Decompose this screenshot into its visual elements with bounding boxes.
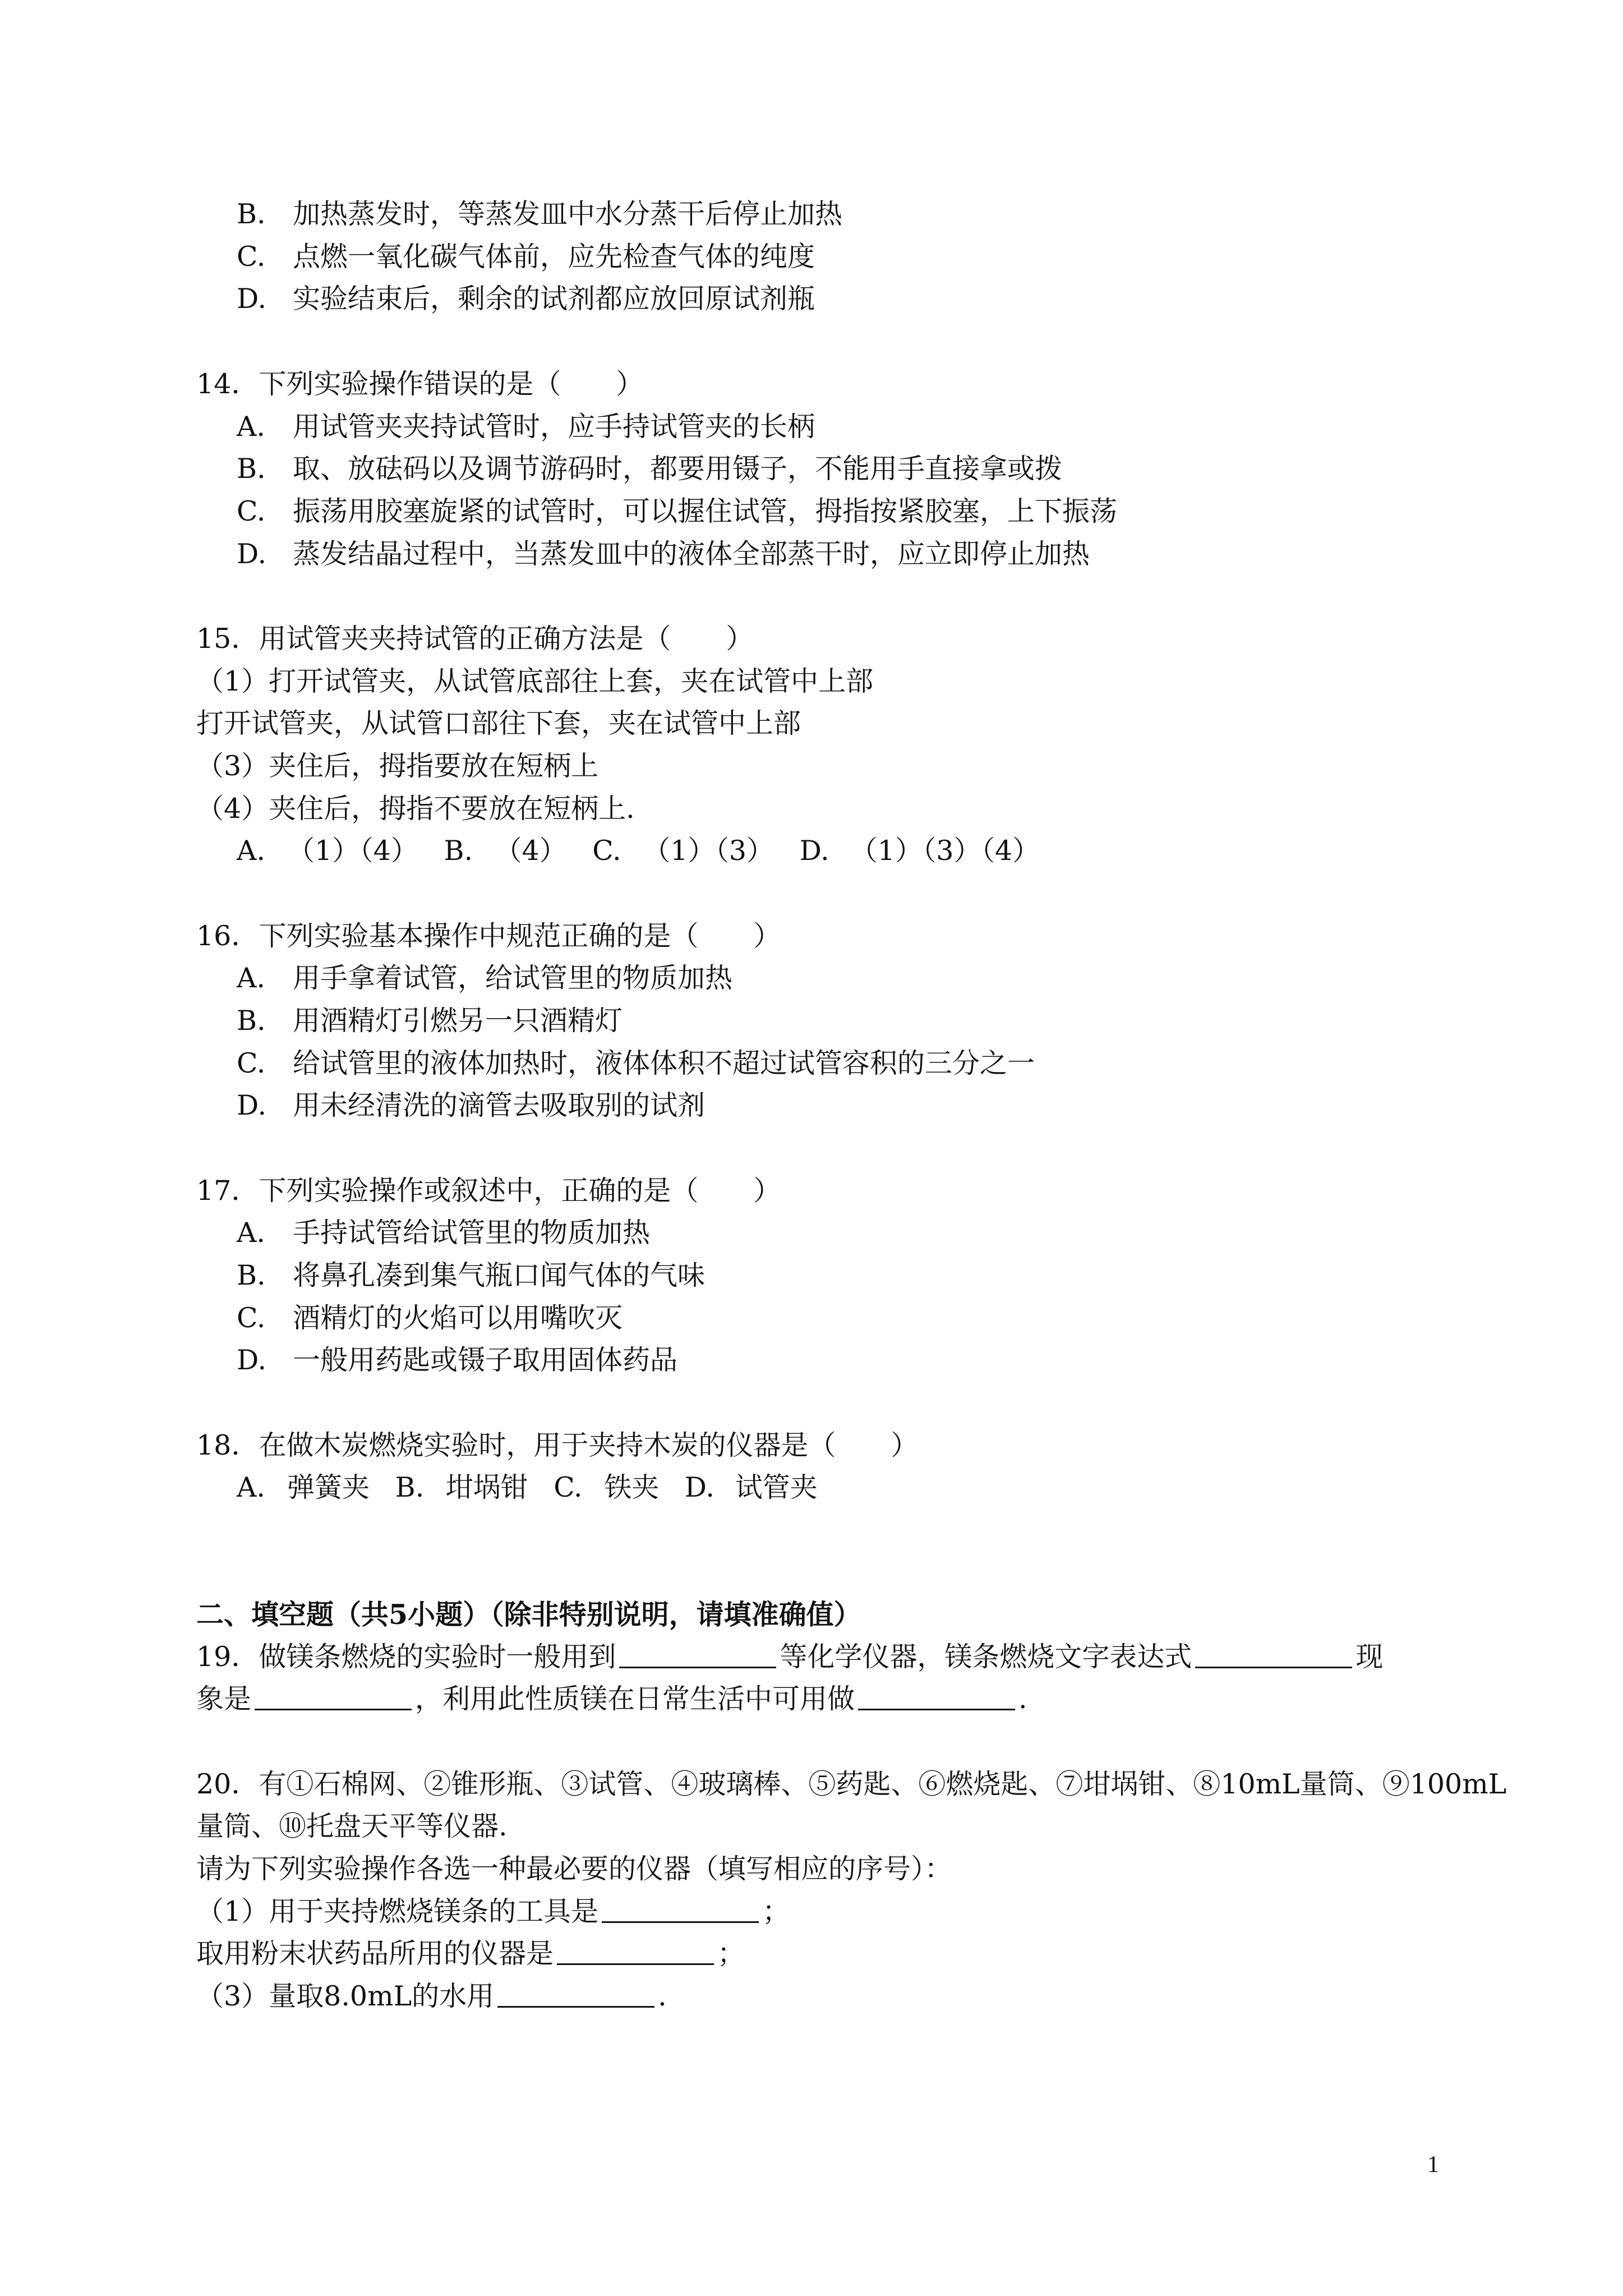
q20-sub-1: （1）用于夹持燃烧镁条的工具是 ； xyxy=(196,1895,790,1927)
q15-stem: 15．用试管夹夹持试管的正确方法是（ ） xyxy=(196,623,754,655)
q18-options-row xyxy=(237,1471,834,1504)
q16-option-c: C. 给试管里的液体加热时，液体体积不超过试管容积的三分之一 xyxy=(237,1047,1035,1079)
q13-option-d: D. 实验结束后，剩余的试剂都应放回原试剂瓶 xyxy=(237,283,815,315)
q15-option-b: B. （4） xyxy=(444,835,567,867)
q18-option-d: D. 试管夹 xyxy=(684,1471,818,1503)
q16-option-a: A. 用手拿着试管，给试管里的物质加热 xyxy=(237,962,733,994)
q19-blank-3[interactable] xyxy=(255,1684,412,1710)
q16-option-d: D. 用未经清洗的滴管去吸取别的试剂 xyxy=(237,1089,706,1121)
q20-line-3: 请为下列实验操作各选一种最必要的仪器（填写相应的序号）： xyxy=(196,1853,952,1885)
q20-sub-3: （3）量取8.0mL的水用 . xyxy=(196,1980,667,2012)
q18-option-a: A. 弹簧夹 xyxy=(237,1471,370,1503)
q16-option-b: B. 用酒精灯引燃另一只酒精灯 xyxy=(237,1005,623,1037)
q19-blank-4[interactable] xyxy=(858,1684,1015,1710)
q15-option-a: A. （1）（4） xyxy=(237,835,418,867)
q14-option-b: B. 取、放砝码以及调节游码时，都要用镊子，不能用手直接拿或拨 xyxy=(237,453,1063,485)
q15-option-c: C. （1）（3） xyxy=(592,835,774,867)
q19-blank-2[interactable] xyxy=(1195,1642,1352,1668)
q14-option-c: C. 振荡用胶塞旋紧的试管时，可以握住试管，拇指按紧胶塞，上下振荡 xyxy=(237,495,1118,527)
q15-statement-2: 打开试管夹，从试管口部往下套，夹在试管中上部 xyxy=(196,707,801,739)
q14-stem: 14．下列实验操作错误的是（ ） xyxy=(196,368,644,400)
q20-line-1: 20．有①石棉网、②锥形瓶、③试管、④玻璃棒、⑤药匙、⑥燃烧匙、⑦坩埚钳、⑧10mL量筒、⑨100mL xyxy=(196,1768,1507,1800)
section-heading: 二、填空题（共5小题）（除非特别说明，请填准确值） xyxy=(196,1598,861,1631)
q14-option-d: D. 蒸发结晶过程中，当蒸发皿中的液体全部蒸干时，应立即停止加热 xyxy=(237,538,1090,570)
q17-option-b: B. 将鼻孔凑到集气瓶口闻气体的气味 xyxy=(237,1259,706,1291)
q18-stem: 18．在做木炭燃烧实验时，用于夹持木炭的仪器是（ ） xyxy=(196,1429,919,1461)
q20-sub-2: 取用粉末状药品所用的仪器是 ； xyxy=(196,1938,745,1970)
q13-option-b: B. 加热蒸发时，等蒸发皿中水分蒸干后停止加热 xyxy=(237,198,843,230)
q19-blank-1[interactable] xyxy=(619,1642,776,1668)
q20-blank-1[interactable] xyxy=(602,1897,759,1923)
q20-blank-3[interactable] xyxy=(497,1981,654,2008)
q18-option-b: B. 坩埚钳 xyxy=(395,1471,528,1503)
q15-option-d: D. （1）（3）（4） xyxy=(799,835,1040,867)
q16-stem: 16．下列实验基本操作中规范正确的是（ ） xyxy=(196,920,781,952)
q17-stem: 17．下列实验操作或叙述中，正确的是（ ） xyxy=(196,1175,781,1207)
q18-option-c: C. 铁夹 xyxy=(554,1471,660,1503)
q15-statement-3: （3）夹住后，拇指要放在短柄上 xyxy=(196,750,599,782)
q20-blank-2[interactable] xyxy=(557,1939,714,1965)
q17-option-d: D. 一般用药匙或镊子取用固体药品 xyxy=(237,1344,678,1376)
q15-statement-1: （1）打开试管夹，从试管底部往上套，夹在试管中上部 xyxy=(196,665,874,697)
q14-option-a: A. 用试管夹夹持试管时，应手持试管夹的长柄 xyxy=(237,411,815,443)
q15-options-row xyxy=(237,834,1057,868)
q13-option-c: C. 点燃一氧化碳气体前，应先检查气体的纯度 xyxy=(237,241,815,273)
q17-option-a: A. 手持试管给试管里的物质加热 xyxy=(237,1217,651,1249)
q19-line-2: 象是 ，利用此性质镁在日常生活中可用做 . xyxy=(196,1683,1027,1715)
q15-statement-4: （4）夹住后，拇指不要放在短柄上. xyxy=(196,793,635,825)
page-number: 1 xyxy=(1427,2152,1439,2178)
q17-option-c: C. 酒精灯的火焰可以用嘴吹灭 xyxy=(237,1302,623,1334)
q19-line-1: 19．做镁条燃烧的实验时一般用到 等化学仪器，镁条燃烧文字表达式 现 xyxy=(196,1641,1384,1673)
q20-line-2: 量筒、⑩托盘天平等仪器. xyxy=(196,1810,508,1842)
